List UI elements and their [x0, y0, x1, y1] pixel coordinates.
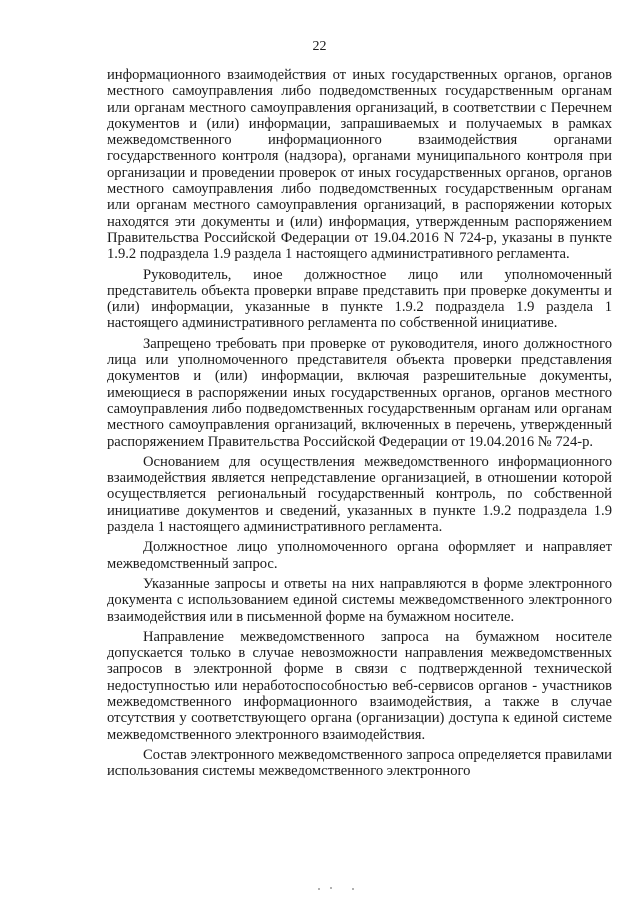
document-body: [107, 67, 612, 779]
paragraph: Руководитель, иное должностное лицо или уполномоченный представитель объекта проверки вправе представить при проверке документы и (или) информации, указанные в пункте 1.9.2 подраздела 1.9 раздела 1 настоящего административного регламента по собственной инициативе.: [107, 266, 612, 332]
paragraph: Основанием для осуществления межведомственного информационного взаимодействия является непредставление организацией, в отношении которой осуществляется региональный государственный контроль, по собственной инициативе документов и сведений, указанных в пункте 1.9.2 подраздела 1.9 раздела 1 настоящего административного регламента.: [107, 453, 612, 536]
paragraph-continuation: информационного взаимодействия от иных государственных органов, органов местного самоуправления либо подведомственных государственным органам или органам местного самоуправления организаций, в соответствии с Перечнем документов и (или) информации, запрашиваемых и получаемых в рамках межведомственного информационного взаимодействия органами государственного контроля (надзора), органами муниципального контроля при организации и проведении проверок от иных государственных органов, органов местного самоуправления либо подведомственных государственным органам или органам местного самоуправления организаций, в распоряжении которых находятся эти документы и (или) информация, утвержденным распоряжением Правительства Российской Федерации от 19.04.2016 N 724-р, указаны в пункте 1.9.2 подраздела 1.9 раздела 1 настоящего административного регламента.: [107, 67, 612, 263]
paragraph: Указанные запросы и ответы на них направляются в форме электронного документа с использованием единой системы межведомственного электронного взаимодействия или в письменной форме на бумажном носителе.: [107, 575, 612, 625]
scan-artifact-dots: [318, 887, 358, 891]
scan-dot: [318, 888, 320, 890]
scan-dot: [352, 888, 354, 890]
paragraph: Направление межведомственного запроса на бумажном носителе допускается только в случае невозможности направления межведомственных запросов в электронной форме в связи с подтвержденной технической недоступностью или неработоспособностью веб-сервисов органов - участников межведомственного информационного взаимодействия, а также в случае отсутствия у соответствующего органа (организации) доступа к единой системе межведомственного электронного взаимодействия.: [107, 628, 612, 743]
scan-dot: [330, 887, 332, 889]
paragraph: Состав электронного межведомственного запроса определяется правилами использования системы межведомственного электронного: [107, 746, 612, 780]
paragraph: Должностное лицо уполномоченного органа оформляет и направляет межведомственный запрос.: [107, 539, 612, 572]
paragraph: Запрещено требовать при проверке от руководителя, иного должностного лица или уполномоченного представителя объекта проверки представления документов и (или) информации, включая разрешительные документы, имеющиеся в распоряжении иных государственных органов, органов местного самоуправления либо подведомственных государственным органам или органам местного самоуправления организаций, включенных в перечень, утвержденный распоряжением Правительства Российской Федерации от 19.04.2016 № 724-р.: [107, 335, 612, 450]
page-number: 22: [312, 39, 327, 54]
